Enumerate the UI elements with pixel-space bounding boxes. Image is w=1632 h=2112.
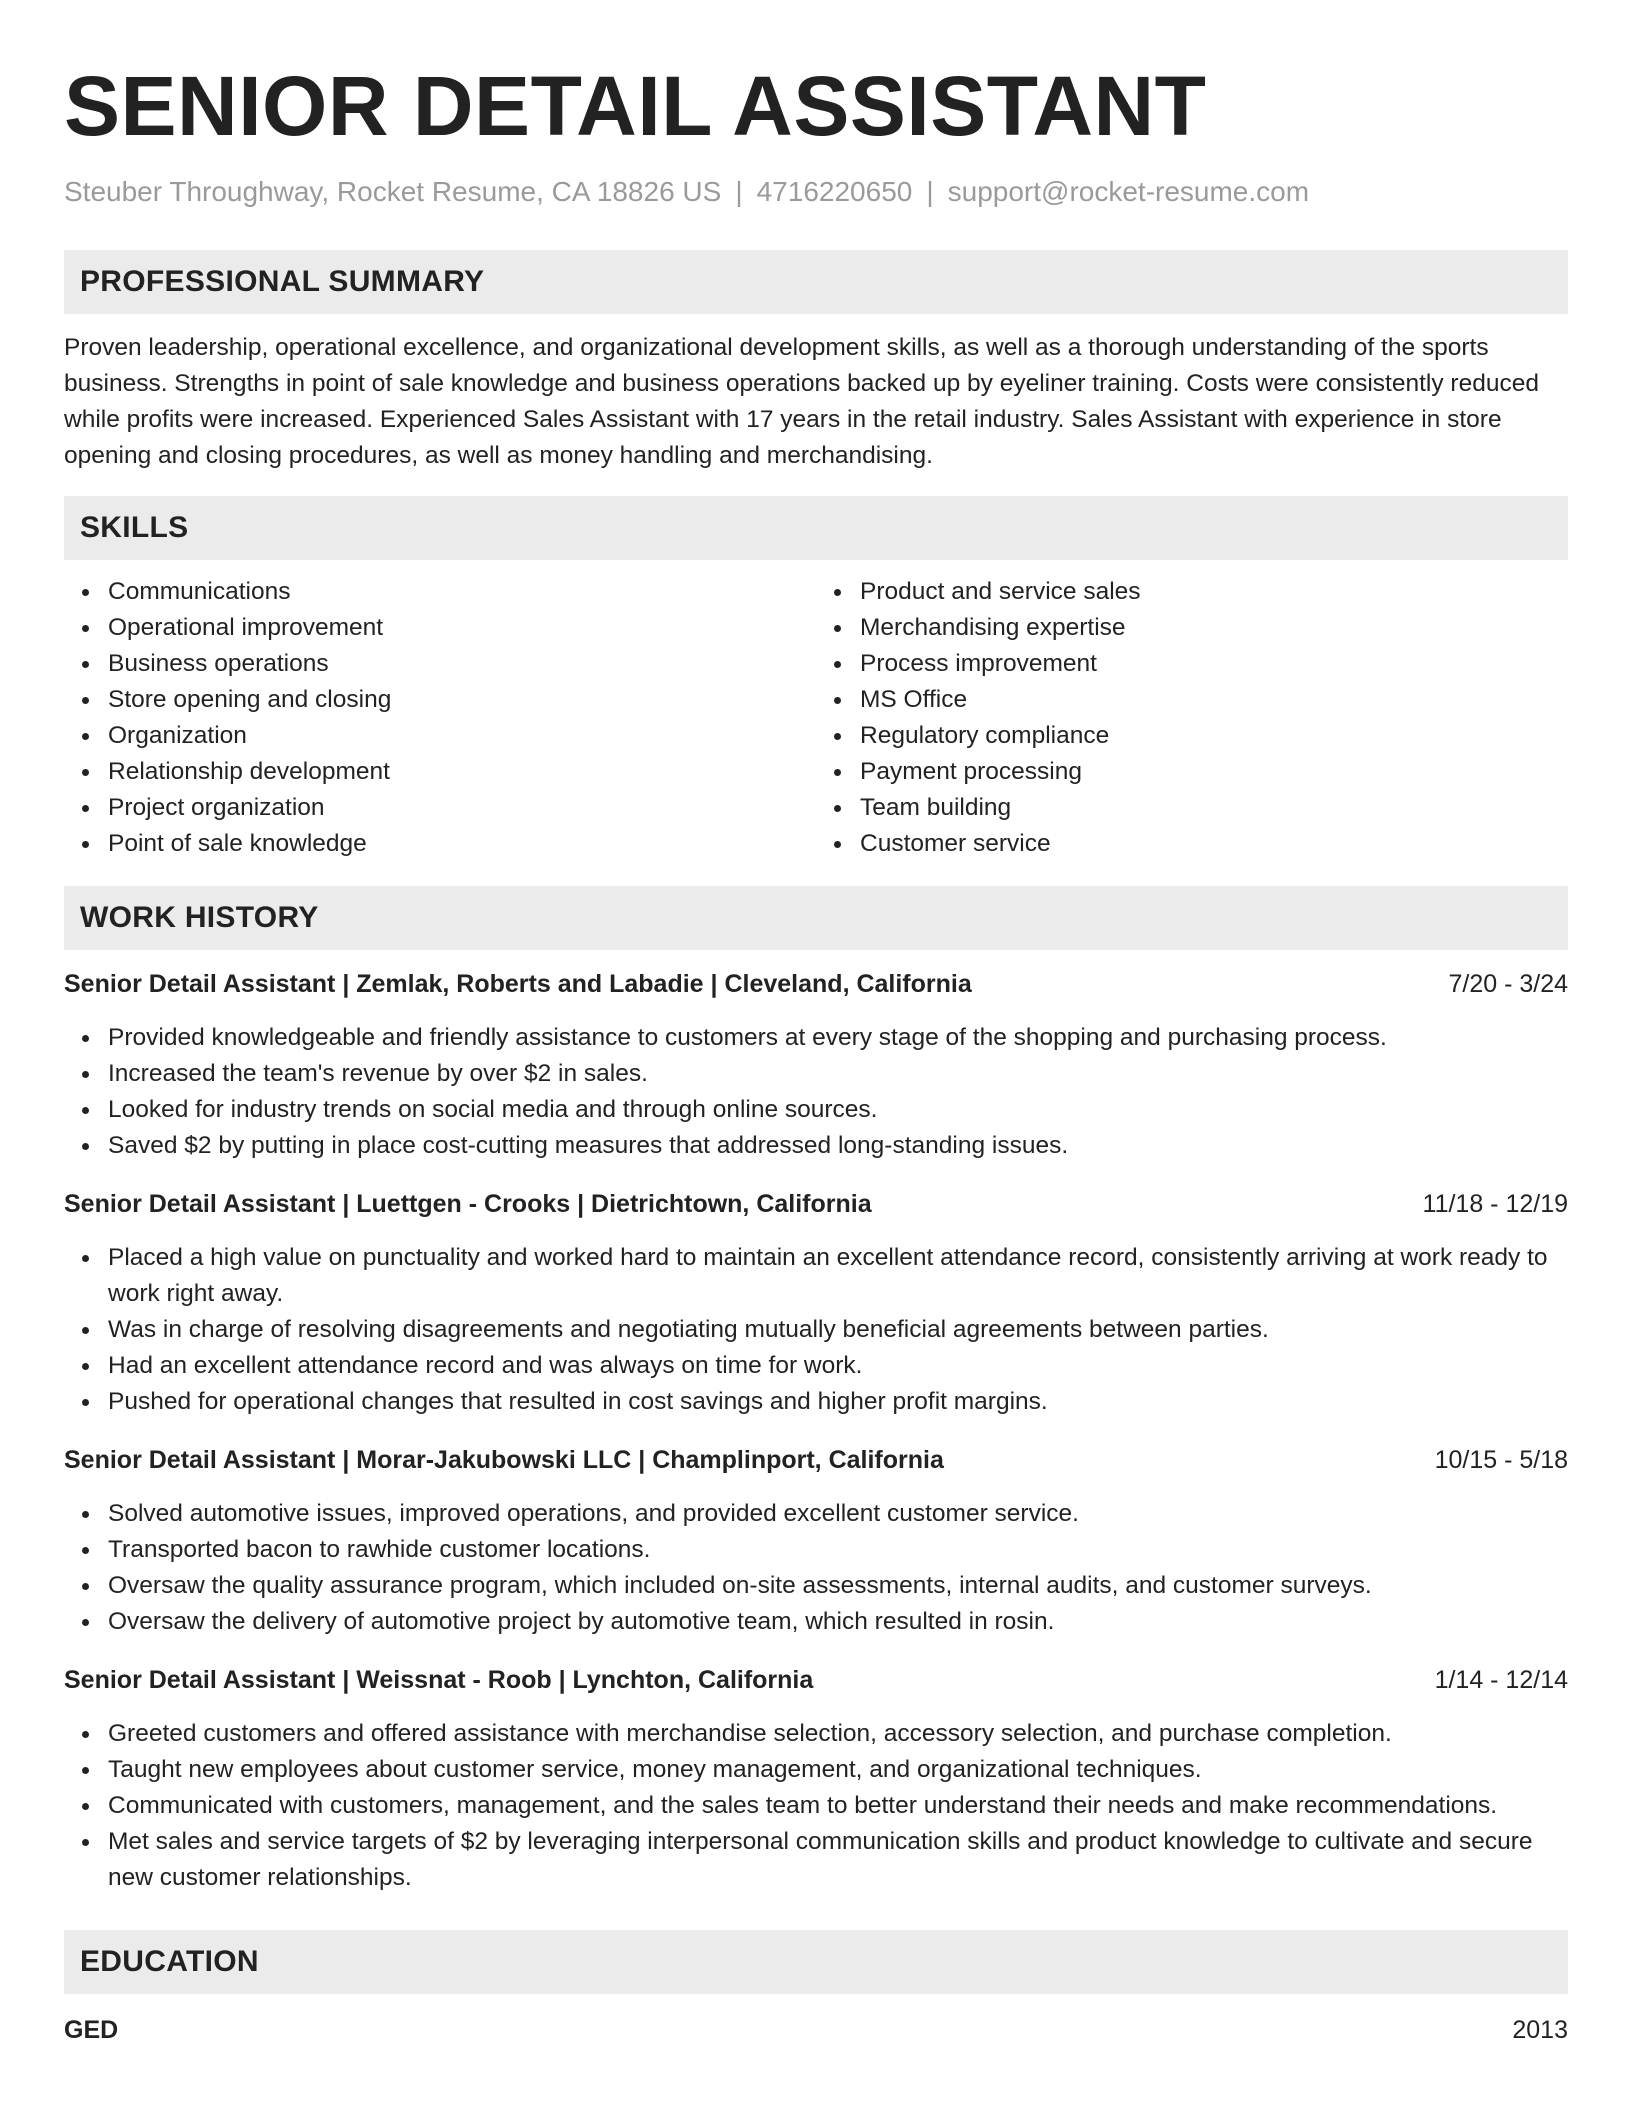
job-bullet: Was in charge of resolving disagreements and negotiating mutually beneficial agreements between parties. xyxy=(108,1312,1568,1348)
skill-item: Store opening and closing xyxy=(108,682,816,718)
skill-item: Process improvement xyxy=(860,646,1568,682)
job-bullet: Pushed for operational changes that resulted in cost savings and higher profit margins. xyxy=(108,1384,1568,1420)
job-bullets xyxy=(64,1496,1568,1640)
job-entry xyxy=(64,1186,1568,1420)
skills-heading: SKILLS xyxy=(64,496,1568,560)
job-bullet: Provided knowledgeable and friendly assistance to customers at every stage of the shopping and purchasing process. xyxy=(108,1020,1568,1056)
skills-column-left xyxy=(64,574,816,862)
job-dates: 7/20 - 3/24 xyxy=(1448,970,1568,998)
contact-email: support@rocket-resume.com xyxy=(947,176,1310,207)
education-entry xyxy=(64,2012,1568,2048)
job-dates: 1/14 - 12/14 xyxy=(1434,1666,1568,1694)
job-title: Senior Detail Assistant | Weissnat - Roob | Lynchton, California xyxy=(64,1666,814,1694)
job-bullet: Placed a high value on punctuality and worked hard to maintain an excellent attendance record, consistently arriving at work ready to work right away. xyxy=(108,1240,1568,1312)
contact-separator: | xyxy=(735,176,743,207)
job-entry xyxy=(64,966,1568,1164)
skill-item: Payment processing xyxy=(860,754,1568,790)
skill-item: Merchandising expertise xyxy=(860,610,1568,646)
job-bullet: Oversaw the quality assurance program, which included on-site assessments, internal audits, and customer surveys. xyxy=(108,1568,1568,1604)
candidate-name: SENIOR DETAIL ASSISTANT xyxy=(64,59,1207,153)
job-bullet: Transported bacon to rawhide customer locations. xyxy=(108,1532,1568,1568)
job-title: Senior Detail Assistant | Zemlak, Roberts and Labadie | Cleveland, California xyxy=(64,970,972,998)
job-bullet: Had an excellent attendance record and was always on time for work. xyxy=(108,1348,1568,1384)
work-history-heading: WORK HISTORY xyxy=(64,886,1568,950)
job-header xyxy=(64,966,1568,1002)
skill-item: Organization xyxy=(108,718,816,754)
job-bullet: Saved $2 by putting in place cost-cutting measures that addressed long-standing issues. xyxy=(108,1128,1568,1164)
job-bullet: Oversaw the delivery of automotive project by automotive team, which resulted in rosin. xyxy=(108,1604,1568,1640)
summary-text: Proven leadership, operational excellence, and organizational development skills, as well as a thorough understanding of the sports business. Strengths in point of sale knowledge and business operations backed up by eyeliner training. Costs were consistently reduced while profits were increased. Experienced Sales Assistant with 17 years in the retail industry. Sales Assistant with experience in store opening and closing procedures, as well as money handling and merchandising. xyxy=(64,334,1539,469)
skill-item: MS Office xyxy=(860,682,1568,718)
skills-list xyxy=(64,574,1568,862)
job-header xyxy=(64,1662,1568,1698)
job-bullets xyxy=(64,1716,1568,1896)
job-entry xyxy=(64,1442,1568,1640)
job-bullet: Solved automotive issues, improved operations, and provided excellent customer service. xyxy=(108,1496,1568,1532)
job-bullet: Greeted customers and offered assistance with merchandise selection, accessory selection, and purchase completion. xyxy=(108,1716,1568,1752)
job-bullet: Increased the team's revenue by over $2 in sales. xyxy=(108,1056,1568,1092)
education-heading: EDUCATION xyxy=(64,1930,1568,1994)
job-dates: 10/15 - 5/18 xyxy=(1434,1446,1568,1474)
skills-column-right xyxy=(816,574,1568,862)
job-bullet: Taught new employees about customer service, money management, and organizational techniques. xyxy=(108,1752,1568,1788)
skill-item: Project organization xyxy=(108,790,816,826)
job-bullet: Communicated with customers, management, and the sales team to better understand their needs and make recommendations. xyxy=(108,1788,1568,1824)
job-bullets xyxy=(64,1020,1568,1164)
skill-item: Product and service sales xyxy=(860,574,1568,610)
summary-heading: PROFESSIONAL SUMMARY xyxy=(64,250,1568,314)
skill-item: Business operations xyxy=(108,646,816,682)
job-header xyxy=(64,1186,1568,1222)
contact-separator: | xyxy=(926,176,934,207)
contact-address: Steuber Throughway, Rocket Resume, CA 18826 US xyxy=(64,176,722,207)
job-dates: 11/18 - 12/19 xyxy=(1422,1190,1568,1218)
job-entry xyxy=(64,1662,1568,1896)
job-bullets xyxy=(64,1240,1568,1420)
job-title: Senior Detail Assistant | Morar-Jakubowski LLC | Champlinport, California xyxy=(64,1446,944,1474)
job-bullet: Looked for industry trends on social media and through online sources. xyxy=(108,1092,1568,1128)
skill-item: Operational improvement xyxy=(108,610,816,646)
education-header xyxy=(64,2012,1568,2048)
skill-item: Regulatory compliance xyxy=(860,718,1568,754)
skill-item: Point of sale knowledge xyxy=(108,826,816,862)
job-title: Senior Detail Assistant | Luettgen - Crooks | Dietrichtown, California xyxy=(64,1190,872,1218)
education-degree: GED xyxy=(64,2016,119,2044)
skill-item: Team building xyxy=(860,790,1568,826)
contact-phone: 4716220650 xyxy=(756,176,913,207)
job-header xyxy=(64,1442,1568,1478)
contact-line xyxy=(64,174,1568,210)
skill-item: Communications xyxy=(108,574,816,610)
job-bullet: Met sales and service targets of $2 by leveraging interpersonal communication skills and product knowledge to cultivate and secure new customer relationships. xyxy=(108,1824,1568,1896)
skill-item: Customer service xyxy=(860,826,1568,862)
skill-item: Relationship development xyxy=(108,754,816,790)
education-year: 2013 xyxy=(1512,2016,1568,2044)
